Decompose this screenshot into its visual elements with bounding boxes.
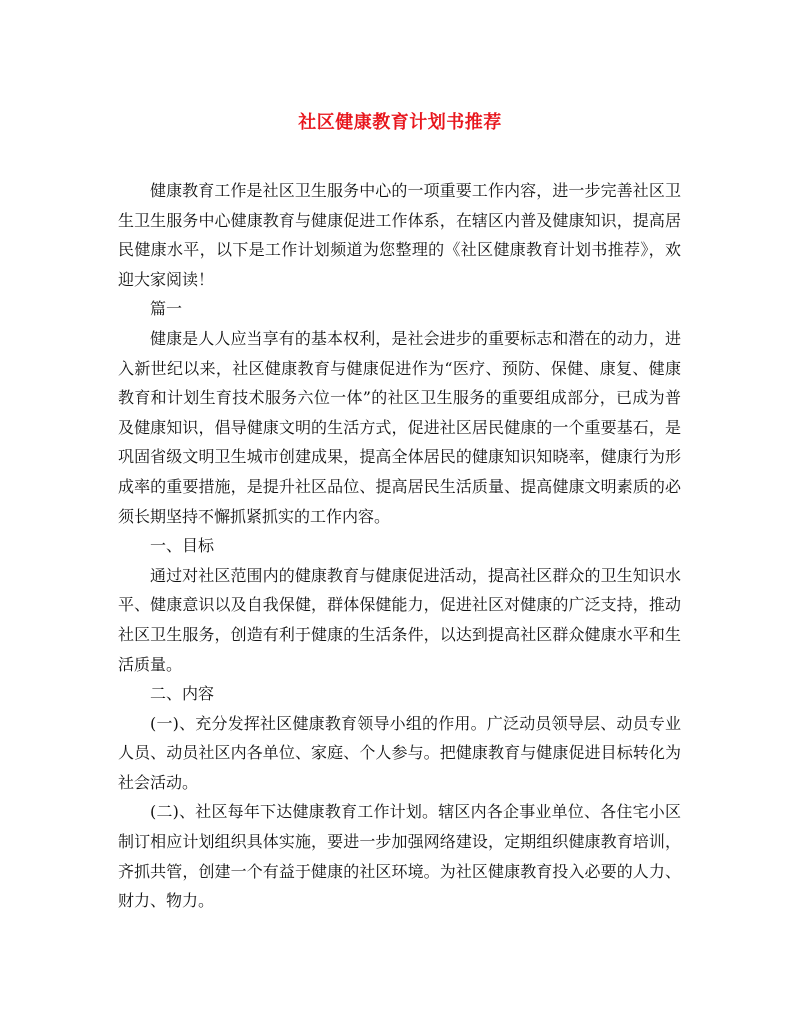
- section-heading-part-one: 篇一: [150, 299, 183, 319]
- background-paragraph: 健康是人人应当享有的基本权利，是社会进步的重要标志和潜在的动力，进入新世纪以来，社区健康教育与健康促进作为“医疗、预防、保健、康复、健康教育和计划生育技术服务六位一体”的社区卫生服务的重要组成部分，已成为普及健康知识，倡导健康文明的生活方式，促进社区居民健康的一个重要基石，是巩固省级文明卫生城市创建成果，提高全体居民的健康知识知晓率，健康行为形成率的重要措施，是提升社区品位、提高居民生活质量、提高健康文明素质的必须长期坚持不懈抓紧抓实的工作内容。: [118, 328, 681, 526]
- content-item-1: (一)、充分发挥社区健康教育领导小组的作用。广泛动员领导层、动员专业人员、动员社区内各单位、家庭、个人参与。把健康教育与健康促进目标转化为社会活动。: [118, 713, 681, 792]
- document-body: [118, 176, 681, 916]
- document-title: 社区健康教育计划书推荐: [298, 112, 502, 133]
- section-heading-content: 二、内容: [150, 684, 215, 704]
- content-item-2: (二)、社区每年下达健康教育工作计划。辖区内各企事业单位、各住宅小区制订相应计划组织具体实施，要进一步加强网络建设，定期组织健康教育培训，齐抓共管，创建一个有益于健康的社区环境。为社区健康教育投入必要的人力、财力、物力。: [118, 802, 681, 911]
- goals-paragraph: 通过对社区范围内的健康教育与健康促进活动，提高社区群众的卫生知识水平、健康意识以及自我保健，群体保健能力，促进社区对健康的广泛支持，推动社区卫生服务，创造有利于健康的生活条件，以达到提高社区群众健康水平和生活质量。: [118, 565, 681, 674]
- intro-paragraph: 健康教育工作是社区卫生服务中心的一项重要工作内容，进一步完善社区卫生卫生服务中心健康教育与健康促进工作体系，在辖区内普及健康知识，提高居民健康水平，以下是工作计划频道为您整理的《社区健康教育计划书推荐》，欢迎大家阅读！: [118, 181, 681, 289]
- section-heading-goals: 一、目标: [150, 536, 215, 556]
